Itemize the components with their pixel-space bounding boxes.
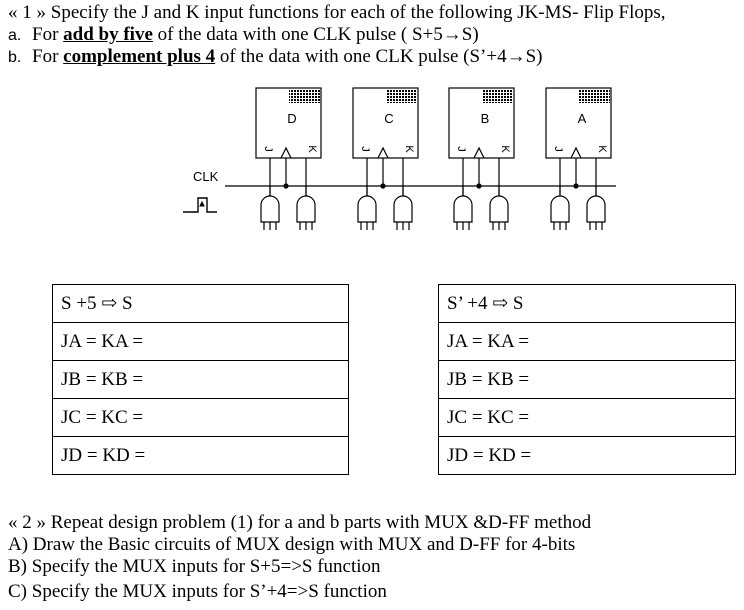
ff-a-j-label: J [552,146,564,152]
ff-b-dotted-output-block [482,89,513,103]
ff-b-k-label: K [499,145,511,153]
flipflop-group [256,88,611,230]
table-complement-four-header: S’ +4 ⇨ S [439,285,736,323]
part-b-post: of the data with one CLK pulse (S’+4→S) [215,46,543,67]
part-b-marker: b. [8,49,22,66]
question-1-part-b [8,46,543,69]
ff-a-clock-triangle [571,148,581,158]
question-2-item-c: C) Specify the MUX inputs for S’+4=>S function [8,581,387,602]
ff-d-k-label: K [306,145,318,153]
part-a-pre: For [32,24,64,45]
part-b-pre: For [32,46,64,67]
ff-c-k-label: K [403,145,415,153]
ff-d-j-gate [261,196,279,222]
table-add-five-row-a: JA = KA = [53,323,349,361]
table-complement-four-row-c: JC = KC = [439,399,736,437]
table-add-five-row-c: JC = KC = [53,399,349,437]
table-complement-four-row-a: JA = KA = [439,323,736,361]
table-add-five-row-d: JD = KD = [53,437,349,475]
part-a-emphasis: add by five [63,24,153,45]
ff-a-k-gate [587,196,605,222]
table-add-five-header: S +5 ⇨ S [53,285,349,323]
part-b-emphasis: complement plus 4 [63,46,216,67]
part-a-marker: a. [8,27,22,44]
ff-b-j-label: J [455,146,467,152]
ff-c-k-gate [394,196,412,222]
ff-b-clock-triangle [474,148,484,158]
ff-c-label: C [384,111,394,126]
ff-c-clock-triangle [378,148,388,158]
part-a-post: of the data with one CLK pulse ( S+5→S) [152,24,479,45]
ff-a-label: A [577,111,587,126]
ff-c-dotted-output-block [386,89,417,103]
ff-c-j-label: J [359,146,371,152]
ff-c-j-gate [358,196,376,222]
table-complement-four-row-b: JB = KB = [439,361,736,399]
ff-a-j-gate [551,196,569,222]
ff-a-dotted-output-block [579,89,610,103]
table-add-five [52,284,349,475]
flipflop-circuit-diagram [0,70,744,280]
ff-b-k-gate [490,196,508,222]
table-add-five-row-b: JB = KB = [53,361,349,399]
ff-b-label: B [480,111,490,126]
ff-d-label: D [287,111,297,126]
ff-d-j-label: J [262,146,274,152]
question-2-item-a: A) Draw the Basic circuits of MUX design with MUX and D-FF for 4-bits [8,534,576,555]
ff-a-k-label: K [596,145,608,153]
question-2-item-b: B) Specify the MUX inputs for S+5=>S function [8,556,381,577]
table-complement-four-row-d: JD = KD = [439,437,736,475]
table-complement-four [438,284,736,475]
ff-d-dotted-output-block [289,89,320,103]
clock-label: CLK [193,169,219,184]
question-2-title: « 2 » Repeat design problem (1) for a and b parts with MUX &D-FF method [8,512,592,533]
ff-b-j-gate [454,196,472,222]
ff-d-clock-triangle [281,148,291,158]
ff-d-k-gate [297,196,315,222]
question-1-part-a [8,24,479,47]
question-1-title: « 1 » Specify the J and K input functions for each of the following JK-MS- Flip Flops, [8,2,666,23]
